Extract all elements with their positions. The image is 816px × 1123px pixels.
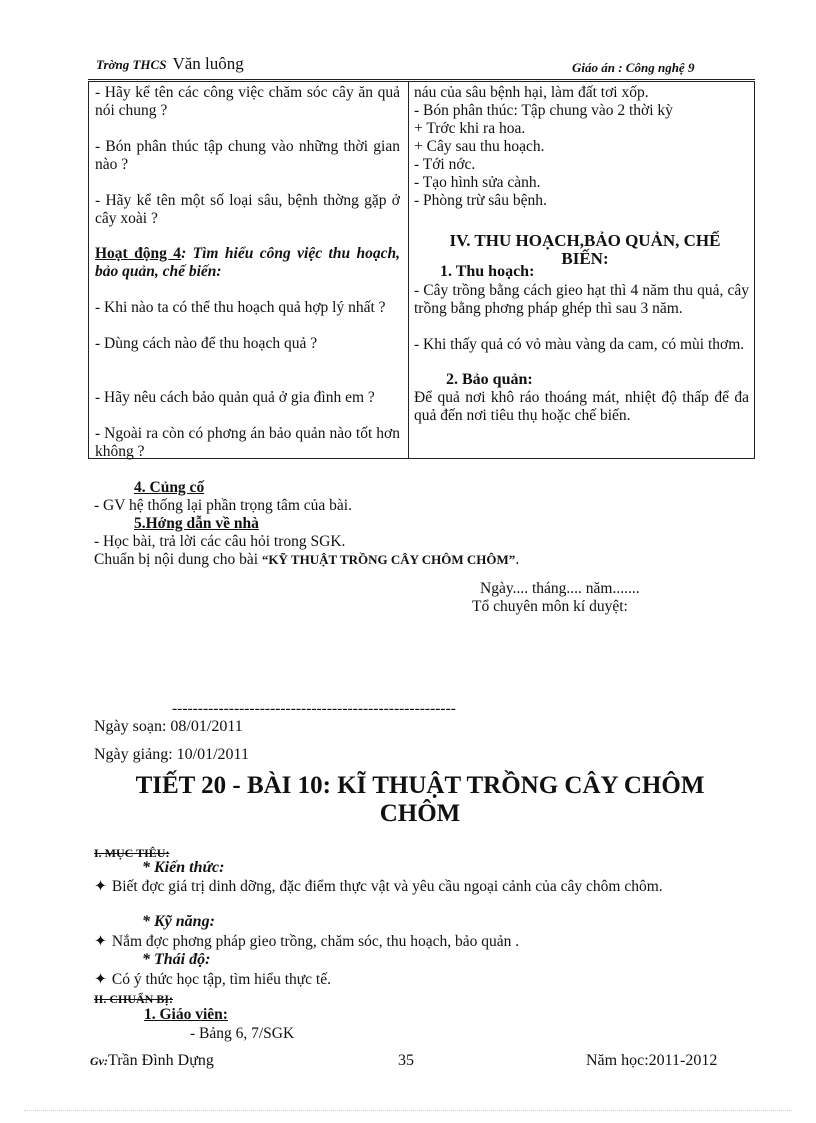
page-number: 35 — [398, 1052, 414, 1069]
header-rule — [88, 79, 755, 80]
bullet-star-icon: ✦ — [94, 933, 107, 950]
question-harvest-time: - Khi nào ta có thể thu hoạch quả hợp lý nhất ? — [95, 299, 386, 316]
preserve-subheading: 2. Bảo quản: — [446, 371, 533, 388]
bullet-star-icon: ✦ — [94, 878, 107, 895]
preserve-text: Để quả nơi khô ráo thoáng mát, nhiệt độ thấp để đa quả đến nơi tiêu thụ hoặc chế biến. — [414, 389, 749, 424]
teacher-prefix: Gv: — [90, 1054, 108, 1068]
skills-heading: * Kỹ năng: — [142, 913, 215, 930]
footer-teacher — [90, 1052, 214, 1070]
page-header-subject: Giáo án : Công nghệ 9 — [572, 60, 695, 75]
answer-line-4: + Cây sau thu hoạch. — [414, 138, 545, 155]
activity-4-title: : Tìm hiểu công việc thu hoạch, bảo quản, chế biến: — [95, 245, 400, 280]
teacher-heading: 1. Giáo viên: — [144, 1006, 228, 1023]
skills-text: Nắm đợc phơng pháp gieo trồng, chăm sóc, thu hoạch, bảo quản . — [111, 933, 520, 950]
consolidation-line: - GV hệ thống lại phần trọng tâm của bài. — [94, 497, 352, 514]
skills-item — [94, 933, 519, 951]
question-care: - Hãy kể tên các công việc chăm sóc cây ăn quả nói chung ? — [95, 84, 400, 119]
activity-4-heading — [95, 245, 400, 281]
section-separator: ------------------------------------------------------- — [172, 700, 456, 717]
school-prefix: Trờng THCS — [96, 57, 167, 72]
teach-date: Ngày giảng: 10/01/2011 — [94, 746, 249, 763]
answer-line-7: - Phòng trừ sâu bệnh. — [414, 192, 547, 209]
harvest-text-1: - Cây trồng bằng cách gieo hạt thì 4 năm thu quả, cây trồng bằng phơng pháp ghép thì sau 3 năm. — [414, 282, 749, 317]
prep-line — [94, 551, 519, 569]
answer-line-1: náu của sâu bệnh hại, làm đất tơi xốp. — [414, 84, 649, 101]
consolidation-heading: 4. Củng cố — [134, 479, 205, 496]
answer-line-6: - Tạo hình sửa cành. — [414, 174, 541, 191]
activity-4-label: Hoạt động 4 — [95, 245, 182, 262]
knowledge-text: Biết đợc giá trị dinh dỡng, đặc điểm thực vật và yêu cầu ngoại cảnh của cây chôm chôm. — [111, 878, 663, 895]
prep-title: “KỸ THUẬT TRỒNG CÂY CHÔM CHÔM” — [261, 552, 516, 567]
prep-date: Ngày soạn: 08/01/2011 — [94, 718, 243, 735]
homework-line: - Học bài, trả lời các câu hỏi trong SGK. — [94, 533, 346, 550]
section-iv-heading: IV. THU HOẠCH,BẢO QUẢN, CHẾ BIẾN: — [449, 231, 721, 268]
page-header-school — [96, 54, 244, 74]
signature-date: Ngày.... tháng.... năm....... — [480, 580, 640, 597]
school-year: Năm học:2011-2012 — [586, 1052, 718, 1069]
attitude-item — [94, 971, 331, 989]
teacher-name: Trần Đình Dựng — [108, 1052, 214, 1069]
knowledge-item — [94, 878, 744, 896]
objectives-heading: I. MỤC TIÊU: — [94, 846, 170, 860]
question-harvest-method: - Dùng cách nào để thu hoạch quả ? — [95, 335, 318, 352]
preparation-heading: II. CHUẨN BỊ: — [94, 992, 174, 1006]
question-preserve-better: - Ngoài ra còn có phơng án bảo quản nào tốt hơn không ? — [95, 425, 400, 460]
harvest-subheading: 1. Thu hoạch: — [440, 263, 535, 280]
attitude-text: Có ý thức học tập, tìm hiểu thực tế. — [111, 971, 331, 988]
teacher-item: - Bảng 6, 7/SGK — [190, 1025, 295, 1042]
attitude-heading: * Thái độ: — [142, 951, 211, 968]
lesson-title: TIẾT 20 - BÀI 10: KĨ THUẬT TRỒNG CÂY CHÔM CHÔM — [135, 772, 705, 827]
signature-approver: Tổ chuyên môn kí duyệt: — [472, 598, 628, 615]
question-fertilize: - Bón phân thúc tập chung vào những thời gian nào ? — [95, 138, 400, 173]
prep-prefix: Chuẩn bị nội dung cho bài — [94, 551, 259, 568]
answer-line-2: - Bón phân thúc: Tập chung vào 2 thời kỳ — [414, 102, 673, 119]
answer-line-3: + Trớc khi ra hoa. — [414, 120, 526, 137]
harvest-text-2: - Khi thấy quả có vỏ màu vàng da cam, có mùi thơm. — [414, 336, 745, 353]
answer-line-5: - Tới nớc. — [414, 156, 476, 173]
bottom-border — [24, 1110, 792, 1111]
knowledge-heading: * Kiến thức: — [142, 859, 225, 876]
prep-suffix: . — [515, 551, 520, 568]
question-preserve-home: - Hãy nêu cách bảo quản quả ở gia đình em ? — [95, 389, 375, 406]
homework-heading: 5.Hớng dẫn về nhà — [134, 515, 259, 532]
question-pests: - Hãy kể tên một số loại sâu, bệnh thờng gặp ở cây xoài ? — [95, 192, 400, 227]
table-column-divider — [408, 81, 409, 459]
school-name: Văn luông — [172, 54, 244, 73]
bullet-star-icon: ✦ — [94, 971, 107, 988]
